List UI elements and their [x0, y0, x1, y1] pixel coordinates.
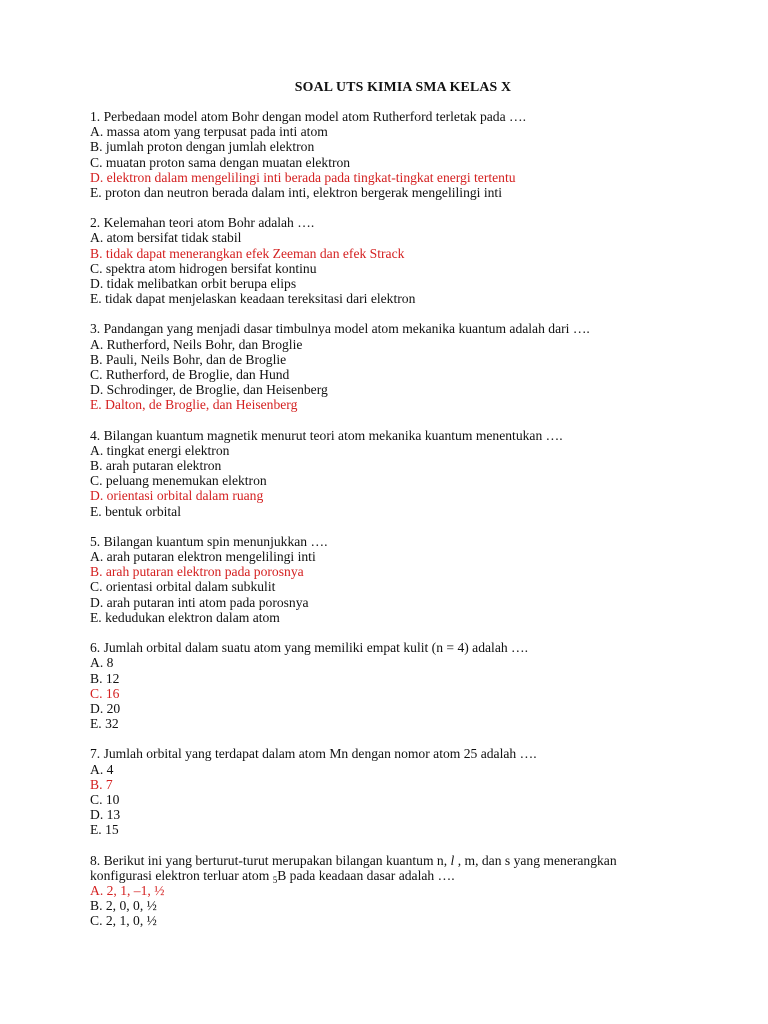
question-3	[90, 321, 708, 412]
answer-option-correct: B. 7	[90, 776, 113, 792]
answer-option: D. tidak melibatkan orbit berupa elips	[90, 276, 297, 292]
answer-option: A. tingkat energi elektron	[90, 442, 230, 458]
answer-option: C. Rutherford, de Broglie, dan Hund	[90, 367, 290, 383]
answer-option-correct: B. arah putaran elektron pada porosnya	[90, 564, 304, 580]
answer-option: C. 2, 1, 0, ½	[90, 913, 157, 929]
l-symbol: l	[450, 852, 455, 868]
answer-option: D. arah putaran inti atom pada porosnya	[90, 594, 309, 610]
answer-option: E. 15	[90, 822, 119, 838]
question-text: 1. Perbedaan model atom Bohr dengan model atom Rutherford terletak pada ….	[90, 109, 527, 124]
answer-option: D. 13	[90, 807, 121, 823]
answer-option: E. 32	[90, 716, 119, 732]
question-text: 2. Kelemahan teori atom Bohr adalah ….	[90, 215, 315, 231]
answer-option: A. atom bersifat tidak stabil	[90, 230, 242, 246]
answer-option: E. tidak dapat menjelaskan keadaan tereksitasi dari elektron	[90, 291, 416, 307]
answer-option: B. arah putaran elektron	[90, 458, 222, 474]
answer-option: B. Pauli, Neils Bohr, dan de Broglie	[90, 351, 287, 367]
answer-option-correct: D. orientasi orbital dalam ruang	[90, 488, 264, 504]
question-8-line-2	[90, 868, 708, 883]
answer-option: E. proton dan neutron berada dalam inti, elektron bergerak mengelilingi inti	[90, 185, 502, 201]
question-8-text-part: B pada keadaan dasar adalah ….	[277, 867, 455, 883]
answer-option: C. 10	[90, 791, 120, 807]
answer-option: B. jumlah proton dengan jumlah elektron	[90, 139, 315, 155]
question-text: 5. Bilangan kuantum spin menunjukkan ….	[90, 533, 328, 549]
question-1	[90, 109, 708, 200]
question-8-options	[90, 883, 708, 929]
answer-option: D. 20	[90, 700, 121, 716]
atomic-number-subscript: 5	[272, 874, 278, 885]
answer-option: C. muatan proton sama dengan muatan elektron	[90, 154, 351, 170]
question-text: 4. Bilangan kuantum magnetik menurut teori atom mekanika kuantum menentukan ….	[90, 427, 563, 443]
answer-option-correct: A. 2, 1, –1, ½	[90, 882, 165, 898]
answer-option: A. massa atom yang terpusat pada inti atom	[90, 124, 328, 140]
question-7	[90, 746, 708, 837]
answer-option-correct: C. 16	[90, 685, 120, 701]
answer-option-correct: E. Dalton, de Broglie, dan Heisenberg	[90, 397, 298, 413]
answer-option: A. Rutherford, Neils Bohr, dan Broglie	[90, 336, 303, 352]
answer-option: E. kedudukan elektron dalam atom	[90, 609, 280, 625]
question-8-line-1	[90, 853, 708, 868]
answer-option: B. 12	[90, 670, 120, 686]
answer-option: B. 2, 0, 0, ½	[90, 898, 157, 914]
question-4	[90, 428, 708, 519]
answer-option: D. Schrodinger, de Broglie, dan Heisenberg	[90, 382, 328, 398]
answer-option-correct: B. tidak dapat menerangkan efek Zeeman dan efek Strack	[90, 245, 405, 261]
answer-option: A. 8	[90, 655, 114, 671]
question-2	[90, 215, 708, 306]
answer-option: E. bentuk orbital	[90, 503, 181, 519]
answer-option: C. spektra atom hidrogen bersifat kontinu	[90, 260, 317, 276]
answer-option: C. orientasi orbital dalam subkulit	[90, 579, 276, 595]
question-text: 7. Jumlah orbital yang terdapat dalam atom Mn dengan nomor atom 25 adalah ….	[90, 746, 537, 762]
question-text: 3. Pandangan yang menjadi dasar timbulnya model atom mekanika kuantum adalah dari ….	[90, 321, 590, 337]
page-title: SOAL UTS KIMIA SMA KELAS X	[294, 79, 512, 94]
question-list	[90, 109, 708, 838]
question-8	[90, 853, 708, 929]
answer-option: A. arah putaran elektron mengelilingi inti	[90, 549, 316, 565]
question-8-text-part: 8. Berikut ini yang berturut-turut merupakan bilangan kuantum n,	[90, 852, 451, 868]
question-8-text-part: , m, dan s yang menerangkan	[454, 852, 617, 868]
answer-option-correct: D. elektron dalam mengelilingi inti berada pada tingkat-tingkat energi tertentu	[90, 169, 516, 185]
answer-option: A. 4	[90, 761, 114, 777]
question-5	[90, 534, 708, 625]
question-text: 6. Jumlah orbital dalam suatu atom yang memiliki empat kulit (n = 4) adalah ….	[90, 640, 529, 656]
question-6	[90, 640, 708, 731]
answer-option: C. peluang menemukan elektron	[90, 473, 267, 489]
question-8-text-part: konfigurasi elektron terluar atom	[90, 867, 273, 883]
